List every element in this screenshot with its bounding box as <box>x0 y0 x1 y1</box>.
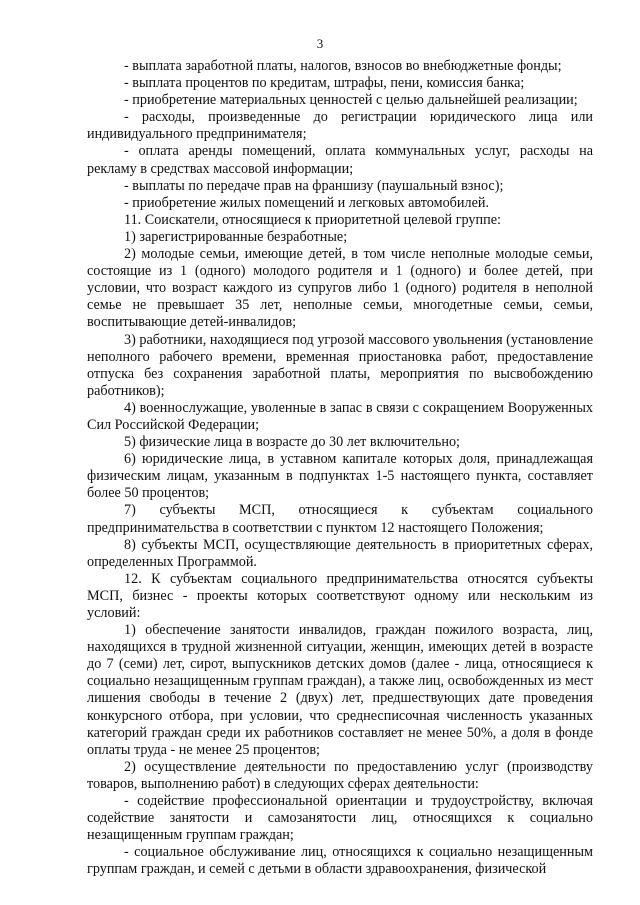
paragraph: - выплата заработной платы, налогов, взносов во внебюджетные фонды; <box>124 58 562 74</box>
paragraph: 3) работники, находящиеся под угрозой массового увольнения (установление неполного рабочего времени, временная приостановка работ, предоставление отпуска без сохранения заработной платы, мероприятия по высвобождению работников); <box>87 331 593 399</box>
paragraph: - социальное обслуживание лиц, относящихся к социально незащищенным группам граждан, и семей с детьми в области здравоохранения, физической <box>87 844 593 878</box>
paragraph: 4) военнослужащие, уволенные в запас в связи с сокращением Вооруженных Сил Российской Федерации; <box>87 399 593 433</box>
paragraph: 2) осуществление деятельности по предоставлению услуг (производству товаров, выполнению работ) в следующих сферах деятельности: <box>87 758 593 792</box>
paragraph: - приобретение материальных ценностей с целью дальнейшей реализации; <box>124 92 578 109</box>
paragraph: - расходы, произведенные до регистрации юридического лица или индивидуального предпринимателя; <box>87 109 593 143</box>
document-body <box>87 58 593 879</box>
page-number: 3 <box>316 36 324 51</box>
paragraph: 1) обеспечение занятости инвалидов, граждан пожилого возраста, лиц, находящихся в трудной жизненной ситуации, женщин, имеющих детей в возрасте до 7 (семи) лет, сирот, выпускников детских домов (далее - лица, относящиеся к социально незащищенным группам граждан), а также лиц, освобожденных из мест лишения свободы в течение 2 (двух) лет, предшествующих дате проведения конкурсного отбора, при условии, что среднесписочная численность указанных категорий граждан среди их работников составляет не менее 50%, а доля в фонде оплаты труда - не менее 25 процентов; <box>87 622 593 758</box>
paragraph: 11. Соискатели, относящиеся к приоритетной целевой группе: <box>124 211 501 228</box>
paragraph: 12. К субъектам социального предпринимательства относятся субъекты МСП, бизнес - проекты которых соответствуют одному или нескольким из условий: <box>87 570 593 621</box>
paragraph: - оплата аренды помещений, оплата коммунальных услуг, расходы на рекламу в средствах массовой информации; <box>87 143 593 177</box>
paragraph: - выплаты по передаче прав на франшизу (паушальный взнос); <box>124 177 504 194</box>
paragraph: 5) физические лица в возрасте до 30 лет включительно; <box>124 434 460 451</box>
paragraph: - приобретение жилых помещений и легковых автомобилей. <box>124 194 490 211</box>
paragraph: 7) субъекты МСП, относящиеся к субъектам социального предпринимательства в соответствии с пунктом 12 настоящего Положения; <box>87 502 593 536</box>
paragraph: 8) субъекты МСП, осуществляющие деятельность в приоритетных сферах, определенных Программой. <box>87 536 593 570</box>
paragraph: 6) юридические лица, в уставном капитале которых доля, принадлежащая физическим лицам, указанным в подпунктах 1-5 настоящего пункта, составляет более 50 процентов; <box>87 451 593 502</box>
paragraph: 2) молодые семьи, имеющие детей, в том числе неполные молодые семьи, состоящие из 1 (одного) молодого родителя и 1 (одного) и более детей, при условии, что возраст каждого из супругов либо 1 (одного) родителя в неполной семье не превышает 35 лет, неполные семьи, многодетные семьи, семьи, воспитывающие детей-инвалидов; <box>87 246 593 331</box>
paragraph: - содействие профессиональной ориентации и трудоустройству, включая содействие занятости и самозанятости лиц, относящихся к социально незащищенным группам граждан; <box>87 793 593 844</box>
paragraph: 1) зарегистрированные безработные; <box>124 228 348 245</box>
paragraph: - выплата процентов по кредитам, штрафы, пени, комиссия банка; <box>124 75 525 92</box>
